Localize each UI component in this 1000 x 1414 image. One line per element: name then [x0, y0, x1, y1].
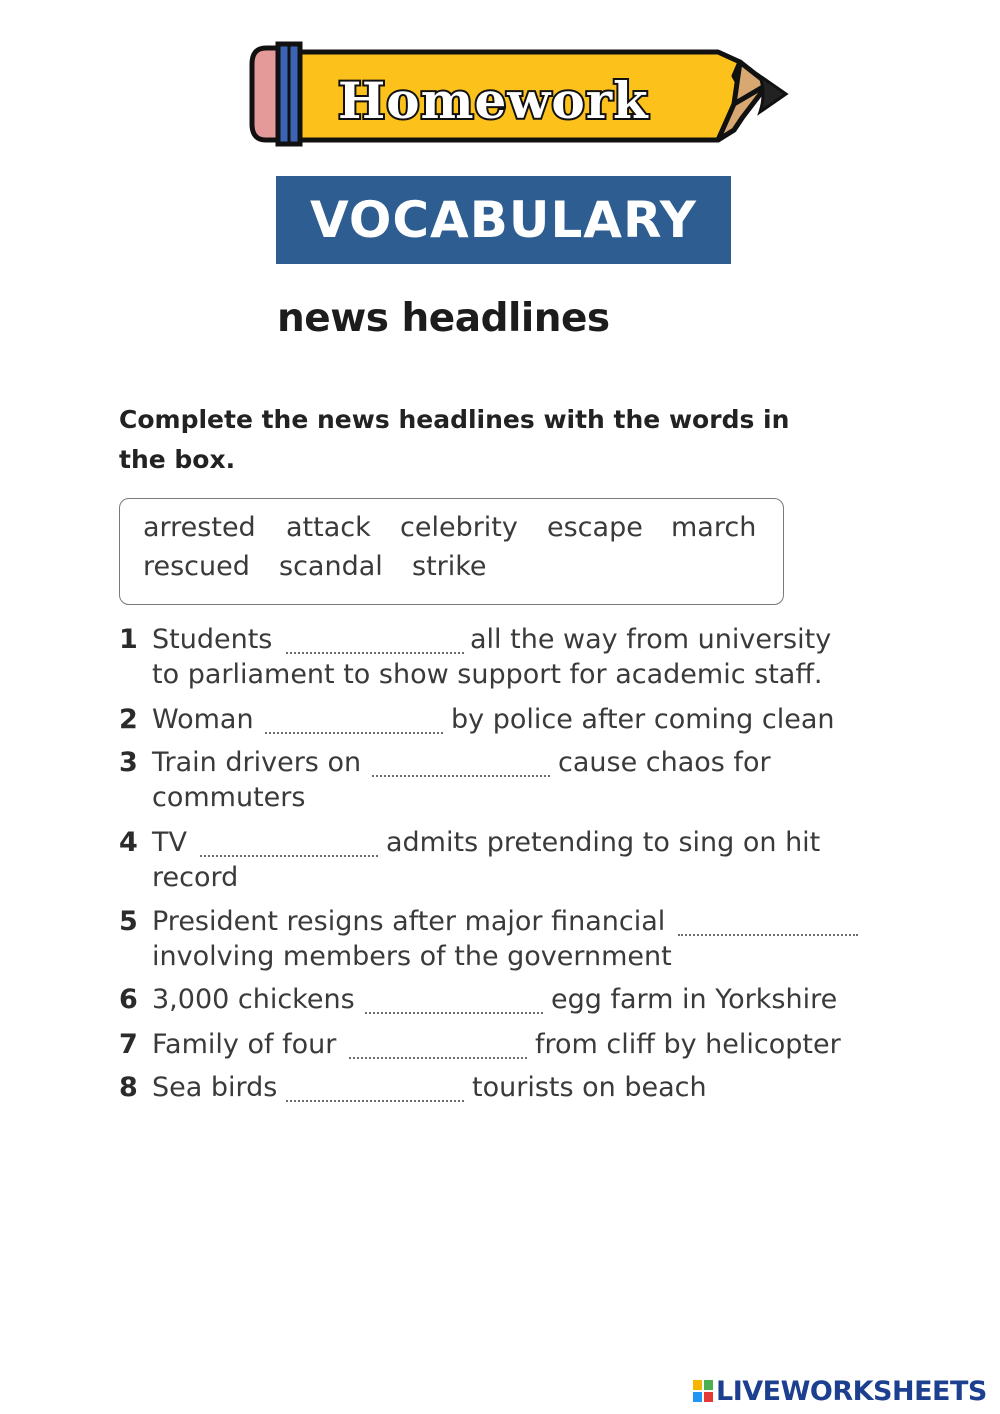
item-text-before: Woman: [152, 704, 254, 735]
item-text-before: Students: [152, 624, 273, 655]
item-text-after: cause chaos for: [558, 747, 771, 778]
word-escape: escape: [547, 512, 643, 543]
item-text-continued: record: [152, 862, 239, 893]
word-march: march: [671, 512, 757, 543]
liveworksheets-footer: [692, 1376, 987, 1406]
logo-square: [692, 1391, 703, 1403]
item-text-after: all the way from university: [470, 624, 832, 655]
answer-blank-1[interactable]: [286, 652, 464, 654]
answer-blank-6[interactable]: [365, 1012, 543, 1014]
topic-title: news headlines: [277, 296, 610, 341]
item-text-before: 3,000 chickens: [152, 984, 355, 1015]
item-text-after: egg farm in Yorkshire: [551, 984, 838, 1015]
answer-blank-3[interactable]: [372, 775, 550, 777]
answer-blank-8[interactable]: [286, 1100, 464, 1102]
logo-square: [703, 1379, 714, 1391]
item-text-continued: to parliament to show support for academic staff.: [152, 659, 823, 690]
item-text-after: admits pretending to sing on hit: [386, 827, 821, 858]
item-text-before: Sea birds: [152, 1072, 278, 1103]
word-strike: strike: [412, 551, 487, 582]
item-number: 3: [119, 747, 138, 778]
instruction-line: the box.: [119, 445, 236, 474]
word-rescued: rescued: [143, 551, 250, 582]
word-arrested: arrested: [143, 512, 256, 543]
item-text-before: President resigns after major financial: [152, 906, 666, 937]
pencil-eraser: [252, 48, 278, 140]
instruction-text: [119, 400, 799, 480]
answer-blank-5[interactable]: [678, 934, 858, 936]
item-number: 8: [119, 1072, 138, 1103]
answer-blank-7[interactable]: [349, 1057, 527, 1059]
pencil-lead: [760, 76, 786, 112]
liveworksheets-logo-icon: [692, 1379, 714, 1403]
item-text-before: Family of four: [152, 1029, 337, 1060]
item-number: 4: [119, 827, 138, 858]
logo-square: [703, 1391, 714, 1403]
item-number: 7: [119, 1029, 138, 1060]
item-text-continued: commuters: [152, 782, 306, 813]
vocabulary-banner: VOCABULARY: [276, 176, 731, 264]
item-text-after: from cliff by helicopter: [535, 1029, 841, 1060]
word-box: [119, 498, 784, 605]
word-scandal: scandal: [279, 551, 383, 582]
item-text-before: TV: [152, 827, 187, 858]
item-text-continued: involving members of the government: [152, 941, 672, 972]
word-celebrity: celebrity: [400, 512, 518, 543]
homework-pencil-banner: [248, 40, 793, 148]
homework-title: Homework: [338, 71, 649, 130]
item-number: 5: [119, 906, 138, 937]
item-number: 1: [119, 624, 138, 655]
instruction-line: Complete the news headlines with the words in: [119, 405, 790, 434]
item-text-after: by police after coming clean: [451, 704, 835, 735]
answer-blank-2[interactable]: [265, 732, 443, 734]
item-number: 2: [119, 704, 138, 735]
word-attack: attack: [286, 512, 371, 543]
item-number: 6: [119, 984, 138, 1015]
item-text-before: Train drivers on: [152, 747, 362, 778]
logo-square: [692, 1379, 703, 1391]
liveworksheets-brand: LIVEWORKSHEETS: [716, 1375, 987, 1407]
answer-blank-4[interactable]: [200, 855, 378, 857]
item-text-after: tourists on beach: [472, 1072, 707, 1103]
